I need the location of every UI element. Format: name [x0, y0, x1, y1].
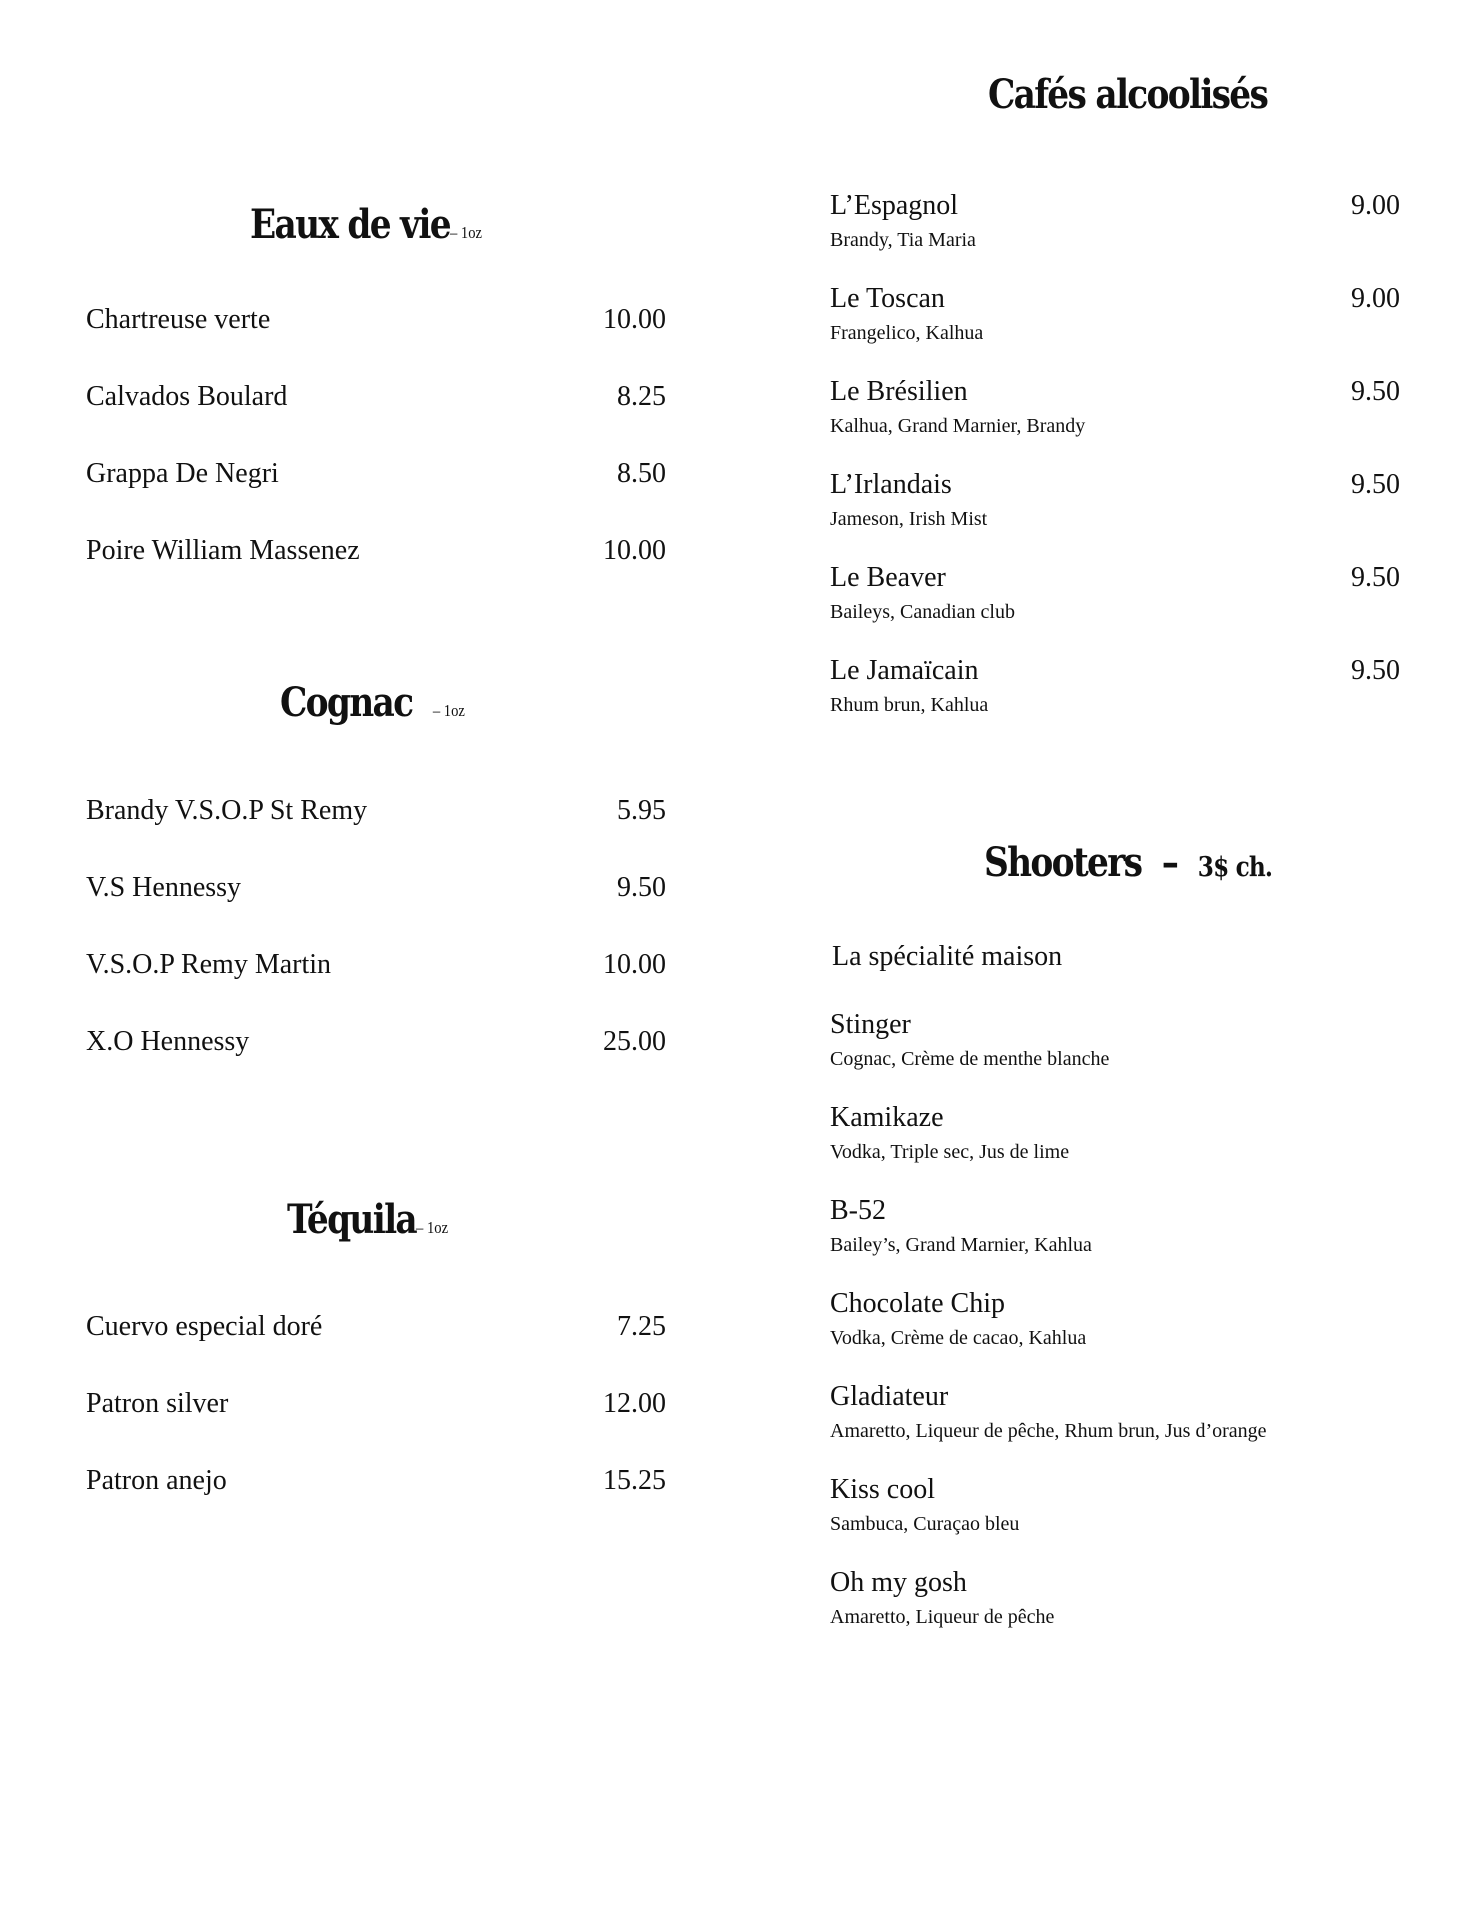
eaux-de-vie-heading [250, 201, 483, 248]
menu-item-price: 25.00 [603, 1026, 666, 1057]
menu-item-name: V.S.O.P Remy Martin [86, 949, 332, 980]
menu-item-price: 12.00 [603, 1388, 666, 1419]
menu-item-name: Grappa De Negri [86, 458, 279, 489]
menu-item-price: 9.50 [1351, 562, 1400, 593]
menu-item-description: Amaretto, Liqueur de pêche [830, 1606, 1055, 1628]
eaux-de-vie-note: – 1oz [449, 223, 483, 242]
menu-item-price: 10.00 [603, 535, 666, 566]
shooters-heading [984, 839, 1273, 886]
menu-item-description: Jameson, Irish Mist [830, 508, 988, 530]
menu-item-name: Patron silver [86, 1388, 229, 1419]
menu-item-price: 9.50 [1351, 469, 1400, 500]
menu-item-description: Vodka, Triple sec, Jus de lime [830, 1141, 1070, 1163]
menu-item-description: Brandy, Tia Maria [830, 229, 976, 251]
menu-item-description: Rhum brun, Kahlua [830, 694, 989, 716]
shooters-price-note: 3$ ch. [1197, 852, 1273, 883]
menu-item-name: V.S Hennessy [86, 872, 242, 903]
menu-item-name: Poire William Massenez [86, 535, 360, 566]
menu-item-description: Vodka, Crème de cacao, Kahlua [830, 1327, 1087, 1349]
menu-item-price: 7.25 [617, 1311, 666, 1342]
menu-item-name: Kamikaze [830, 1102, 944, 1133]
house-specialty-label: La spécialité maison [832, 941, 1063, 972]
menu-item-description: Baileys, Canadian club [830, 601, 1015, 623]
menu-item-name: Oh my gosh [830, 1567, 967, 1598]
menu-item-price: 10.00 [603, 949, 666, 980]
menu-item-name: Patron anejo [86, 1465, 227, 1496]
tequila-title: Téquila [287, 1196, 416, 1243]
menu-item-price: 9.50 [1351, 376, 1400, 407]
shooters-title: Shooters [984, 839, 1142, 886]
menu-item-name: Le Toscan [830, 283, 945, 314]
menu-item-price: 9.00 [1351, 283, 1400, 314]
menu-item-name: Brandy V.S.O.P St Remy [86, 795, 368, 826]
shooters-dash: – [1161, 839, 1178, 886]
menu-item-name: Kiss cool [830, 1474, 935, 1505]
menu-item-price: 10.00 [603, 304, 666, 335]
menu-item-name: Chocolate Chip [830, 1288, 1005, 1319]
menu-item-name: B-52 [830, 1195, 886, 1226]
menu-item-name: Gladiateur [830, 1381, 949, 1412]
menu-item-name: Stinger [830, 1009, 911, 1040]
menu-item-name: Le Jamaïcain [830, 655, 979, 686]
cafes-title: Cafés alcoolisés [988, 71, 1268, 118]
menu-item-name: L’Espagnol [830, 190, 959, 221]
eaux-de-vie-title: Eaux de vie [250, 201, 450, 248]
tequila-heading [287, 1196, 449, 1243]
menu-item-price: 9.00 [1351, 190, 1400, 221]
menu-item-price: 15.25 [603, 1465, 666, 1496]
menu-item-description: Sambuca, Curaçao bleu [830, 1513, 1020, 1535]
menu-item-name: X.O Hennessy [86, 1026, 250, 1057]
menu-item-name: Le Brésilien [830, 376, 968, 407]
menu-item-description: Kalhua, Grand Marnier, Brandy [830, 415, 1086, 437]
menu-item-name: Calvados Boulard [86, 381, 288, 412]
menu-item-name: Cuervo especial doré [86, 1311, 323, 1342]
cafes-heading [988, 71, 1268, 118]
menu-item-name: Le Beaver [830, 562, 946, 593]
menu-item-price: 9.50 [617, 872, 666, 903]
menu-item-description: Cognac, Crème de menthe blanche [830, 1048, 1110, 1070]
menu-item-description: Amaretto, Liqueur de pêche, Rhum brun, Jus d’orange [830, 1420, 1267, 1442]
menu-item-description: Frangelico, Kalhua [830, 322, 984, 344]
cognac-heading [280, 679, 465, 726]
menu-item-name: L’Irlandais [830, 469, 952, 500]
menu-item-price: 9.50 [1351, 655, 1400, 686]
menu-item-price: 5.95 [617, 795, 666, 826]
menu-item-description: Bailey’s, Grand Marnier, Kahlua [830, 1234, 1092, 1256]
cognac-note: – 1oz [432, 701, 465, 720]
menu-item-price: 8.50 [617, 458, 666, 489]
cognac-title: Cognac [280, 679, 413, 726]
tequila-note: – 1oz [415, 1218, 449, 1237]
menu-item-name: Chartreuse verte [86, 304, 271, 335]
menu-item-price: 8.25 [617, 381, 666, 412]
